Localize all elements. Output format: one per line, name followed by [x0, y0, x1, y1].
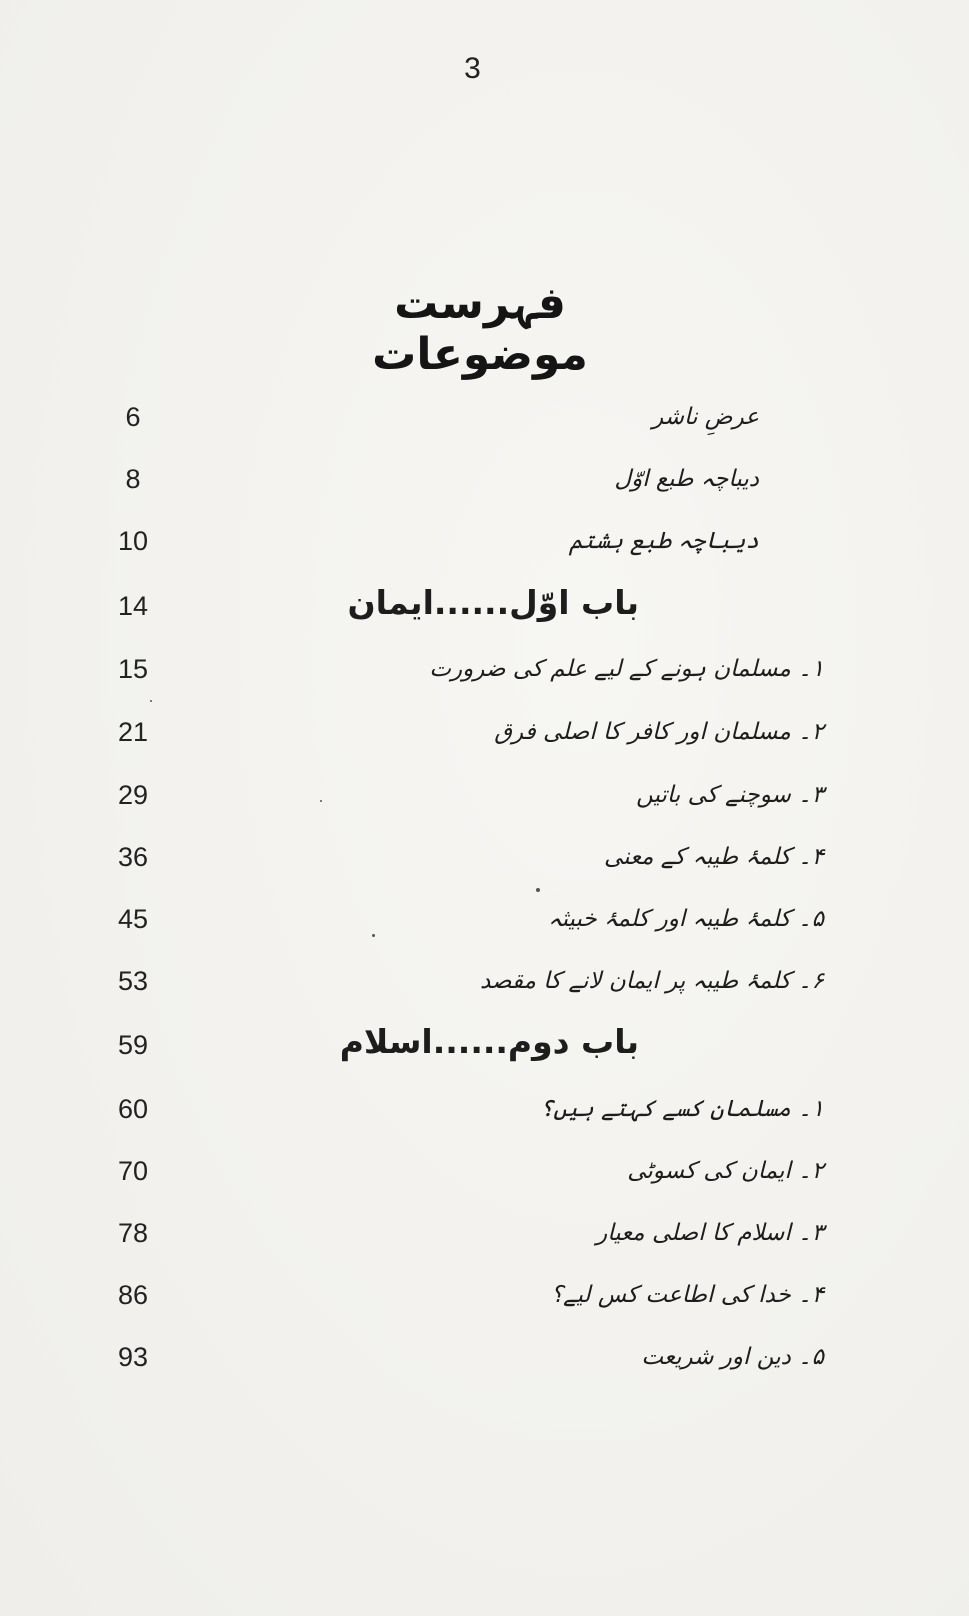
toc-entry-title: دیباچہ طبع اوّل: [614, 466, 759, 492]
toc-row: [0, 1214, 969, 1264]
toc-page-number: 10: [117, 526, 149, 556]
toc-row: [0, 1090, 969, 1140]
toc-entry-title: ۲۔ مسلمان اور کافر کا اصلی فرق: [494, 719, 824, 745]
toc-page-number: 6: [125, 402, 141, 432]
toc-entry-title: ۵۔ کلمۂ طیبہ اور کلمۂ خبیثہ: [548, 906, 824, 932]
toc-entry-title: دیباچہ طبع ہشتم: [569, 528, 759, 554]
paper-speck: [150, 700, 152, 702]
toc-title: فہرست موضوعات: [372, 278, 588, 380]
toc-page-number: 59: [117, 1030, 149, 1060]
toc-row: [0, 650, 969, 700]
toc-row: [0, 1152, 969, 1202]
toc-entry-title: ۶۔ کلمۂ طیبہ پر ایمان لانے کا مقصد: [479, 968, 824, 994]
toc-page-number: 8: [125, 464, 141, 494]
toc-page-number: 53: [117, 966, 149, 996]
toc-chapter-row: [0, 585, 969, 635]
toc-page-number: 93: [117, 1342, 149, 1372]
toc-entry-title: ۴۔ کلمۂ طیبہ کے معنی: [603, 844, 824, 870]
toc-page-number: 70: [117, 1156, 149, 1186]
toc-row: [0, 776, 969, 826]
toc-row: [0, 713, 969, 763]
toc-row: [0, 460, 969, 510]
toc-row: [0, 522, 969, 572]
paper-speck: [536, 888, 540, 892]
toc-chapter-title: باب دوم......اسلام: [339, 1022, 639, 1061]
toc-page-number: 14: [117, 591, 149, 621]
paper-speck: [320, 800, 322, 802]
toc-row: [0, 962, 969, 1012]
toc-entry-title: عرضِ ناشر: [652, 404, 759, 430]
toc-entry-title: ۳۔ سوچنے کی باتیں: [636, 782, 824, 808]
toc-entry-title: ۱۔ مسلمان کسے کہتے ہیں؟: [539, 1096, 824, 1122]
toc-page-number: 86: [117, 1280, 149, 1310]
toc-entry-title: ۱۔ مسلمان ہونے کے لیے علم کی ضرورت: [429, 656, 824, 682]
toc-row: [0, 398, 969, 448]
page-number: 3: [464, 52, 481, 85]
toc-row: [0, 1276, 969, 1326]
toc-page-number: 29: [117, 780, 149, 810]
toc-entry-title: ۵۔ دین اور شریعت: [641, 1344, 824, 1370]
toc-entry-title: ۳۔ اسلام کا اصلی معیار: [596, 1220, 824, 1246]
toc-entry-title: ۲۔ ایمان کی کسوٹی: [627, 1158, 824, 1184]
toc-entry-title: ۴۔ خدا کی اطاعت کس لیے؟: [550, 1282, 824, 1308]
toc-row: [0, 1338, 969, 1388]
paper-speck: [372, 934, 375, 937]
toc-page-number: 45: [117, 904, 149, 934]
toc-chapter-title: باب اوّل......ایمان: [347, 583, 639, 622]
toc-chapter-row: [0, 1024, 969, 1074]
toc-row: [0, 900, 969, 950]
toc-page-number: 36: [117, 842, 149, 872]
toc-row: [0, 838, 969, 888]
toc-page-number: 21: [117, 717, 149, 747]
toc-page-number: 78: [117, 1218, 149, 1248]
toc-page-number: 60: [117, 1094, 149, 1124]
toc-page-number: 15: [117, 654, 149, 684]
